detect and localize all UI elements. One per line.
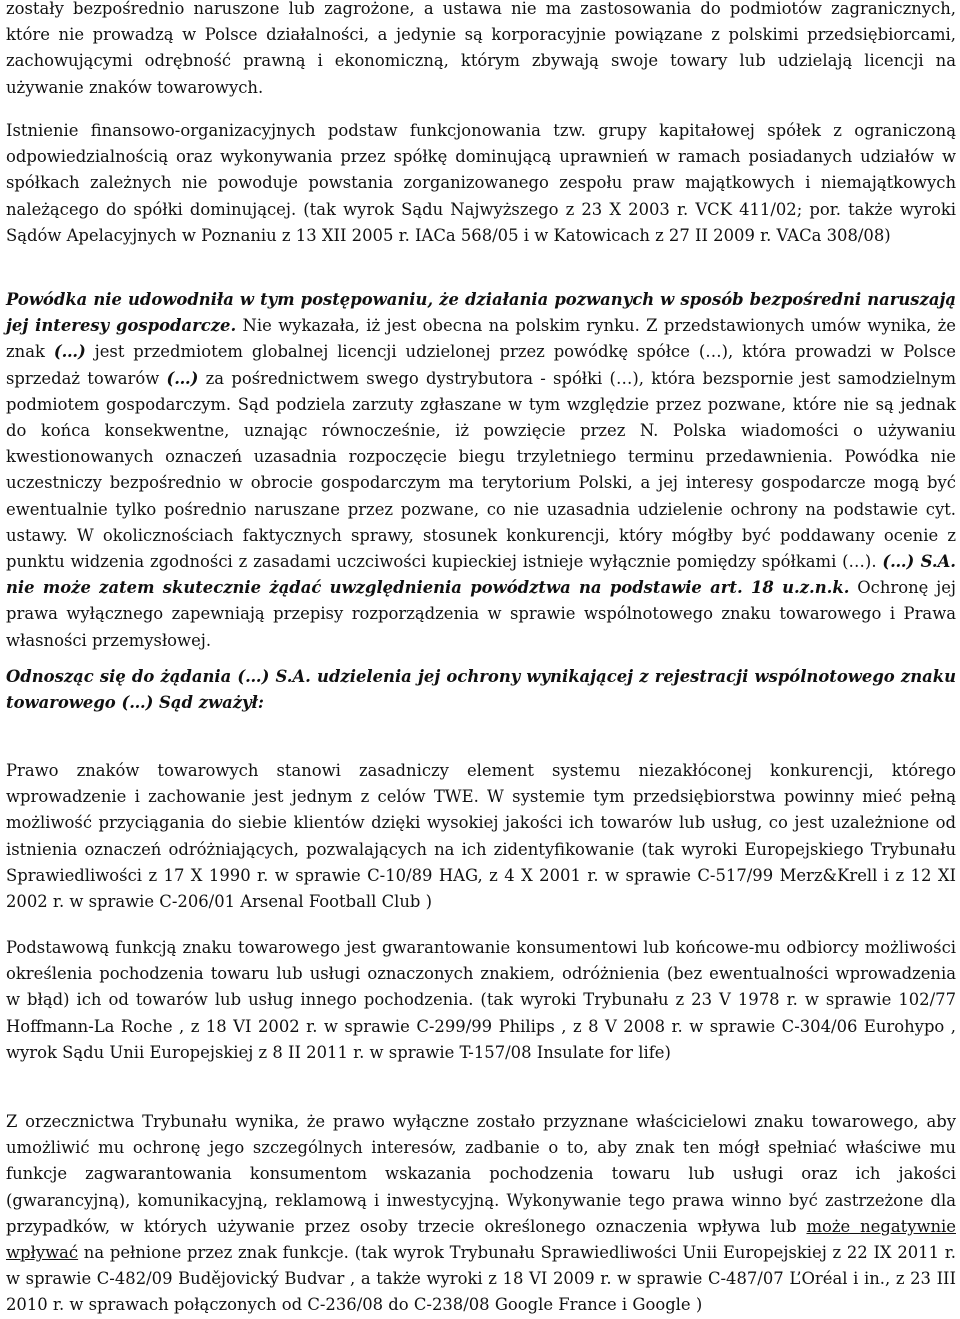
paragraph-3 xyxy=(6,287,956,654)
paragraph-2: Istnienie finansowo-organizacyjnych podstaw funkcjonowania tzw. grupy kapitałowej spółek z ograniczoną odpowiedzialnością oraz wykonywania przez spółkę dominującą uprawnień w ramach posiadanych udziałów w spółkach zależnych nie powoduje powstania zorganizowanego zespołu praw majątkowych i niemajątkowych należącego do spółki dominującej. (tak wyrok Sądu Najwyższego z 23 X 2003 r. VCK 411/02; por. także wyroki Sądów Apelacyjnych w Poznaniu z 13 XII 2005 r. IACa 568/05 i w Katowicach z 27 II 2009 r. VACa 308/08) xyxy=(6,121,956,245)
paragraph-1: zostały bezpośrednio naruszone lub zagrożone, a ustawa nie ma zastosowania do podmiotów zagranicznych, które nie prowadzą w Polsce działalności, a jedynie są korporacyjnie powiązane z polskimi przedsiębiorcami, zachowującymi odrębność prawną i ekonomiczną, którym zbywają swoje towary lub udzielają licencji na używanie znaków towarowych. xyxy=(6,0,956,97)
paragraph-3-text-3: za pośrednictwem swego dystrybutora - spółki (…), która bezspornie jest samodzielnym podmiotem gospodarczym. Sąd podziela zarzuty zgłaszane w tym względzie przez pozwane, które nie są jednak do końca konsekwentne, uznając równocześnie, iż powzięcie przez N. Polska wiadomości o używaniu kwestionowanych oznaczeń uzasadnia rozpoczęcie biegu trzyletniego terminu przedawnienia. Powódka nie uczestniczy bezpośrednio w obrocie gospodarczym ma terytorium Polski, a jej interesy gospodarcze mogą być ewentualnie tylko pośrednio naruszane przez pozwane, co nie uzasadnia udzielenie ochrony na podstawie cyt. ustawy. W okolicznościach faktycznych sprawy, stosunek konkurencji, który mógłby być poddawany ocenie z punktu widzenia zgodności z zasadami uczciwości kupieckiej istnieje wyłącznie pomiędzy spółkami (…). xyxy=(6,368,956,572)
paragraph-6: Podstawową funkcją znaku towarowego jest gwarantowanie konsumentowi lub końcowe-mu odbiorcy możliwości określenia pochodzenia towaru lub usługi oznaczonych znakiem, odróżnienia (bez ewentualności wprowadzenia w błąd) ich od towarów lub usług innego pochodzenia. (tak wyroki Trybunału z 23 V 1978 r. w sprawie 102/77 Hoffmann-La Roche , z 18 VI 2002 r. w sprawie C-299/99 Philips , z 8 V 2008 r. w sprawie C-304/06 Eurohypo , wyrok Sądu Unii Europejskiej z 8 II 2011 r. w sprawie T-157/08 Insulate for life) xyxy=(6,938,956,1062)
emphasis-redacted-mark-1: (…) xyxy=(53,342,86,362)
paragraph-3-text-1: Nie wykazała, iż jest obecna na polskim rynku. Z przedstawionych umów wynika, że znak xyxy=(6,316,957,362)
section-heading: Odnosząc się do żądania (…) S.A. udzielenia jej ochrony wynikającej z rejestracji wspólnotowego znaku towarowego (…) Sąd zważył: xyxy=(6,667,956,713)
paragraph-7-text-2: na pełnione przez znak funkcje. (tak wyrok Trybunału Sprawiedliwości Unii Europejskiej z 22 IX 2011 r. w sprawie C-482/09 Budějovický Budvar , a także wyroki z 18 VI 2009 r. w sprawie C-487/07 L’Oréal i in., z 23 III 2010 r. w sprawach połączonych od C-236/08 do C-238/08 Google France i Google ) xyxy=(6,1243,956,1315)
emphasis-claim-not-proven: Powódka nie udowodniła w tym postępowaniu, że działania pozwanych w sposób bezpośredni naruszają jej interesy gospodarcze. xyxy=(6,290,956,336)
paragraph-7-text-1: Z orzecznictwa Trybunału wynika, że prawo wyłączne zostało przyznane właścicielowi znaku towarowego, aby umożliwić mu ochronę jego szczególnych interesów, zadbanie o to, aby znak ten mógł spełniać właściwe mu funkcje zagwarantowania konsumentom wskazania pochodzenia towaru lub usługi oraz ich jakości (gwarancyjną), komunikacyjną, reklamową i inwestycyjną. Wykonywanie tego prawa winno być zastrzeżone dla przypadków, w których używanie przez osoby trzecie określonego oznaczenia wpływa lub xyxy=(6,1112,956,1236)
paragraph-7 xyxy=(6,1109,956,1319)
emphasis-conclusion: (…) S.A. nie może zatem skutecznie żądać uwzględnienia powództwa na podstawie art. 18 u.z.n.k. xyxy=(6,552,956,598)
underlined-phrase: może negatywnie wpływać xyxy=(6,1216,956,1263)
paragraph-3-text-2: jest przedmiotem globalnej licencji udzielonej przez powódkę spółce (…), która prowadzi w Polsce sprzedaż towarów xyxy=(6,342,956,388)
paragraph-3-text-4: Ochronę jej prawa wyłącznego zapewniają przepisy rozporządzenia w sprawie wspólnotowego znaku towarowego i Prawa własności przemysłowej. xyxy=(6,578,956,650)
emphasis-redacted-mark-2: (…) xyxy=(166,368,199,388)
paragraph-5: Prawo znaków towarowych stanowi zasadniczy element systemu niezakłóconej konkurencji, którego wprowadzenie i zachowanie jest jednym z celów TWE. W systemie tym przedsiębiorstwa powinny mieć pełną możliwość przyciągania do siebie klientów dzięki wysokiej jakości ich towarów lub usług, co jest uzależnione od istnienia oznaczeń odróżniających, pozwalających na ich zidentyfikowanie (tak wyroki Europejskiego Trybunału Sprawiedliwości z 17 X 1990 r. w sprawie C-10/89 HAG, z 4 X 2001 r. w sprawie C-517/99 Merz&Krell i z 12 XI 2002 r. w sprawie C-206/01 Arsenal Football Club ) xyxy=(6,761,956,912)
